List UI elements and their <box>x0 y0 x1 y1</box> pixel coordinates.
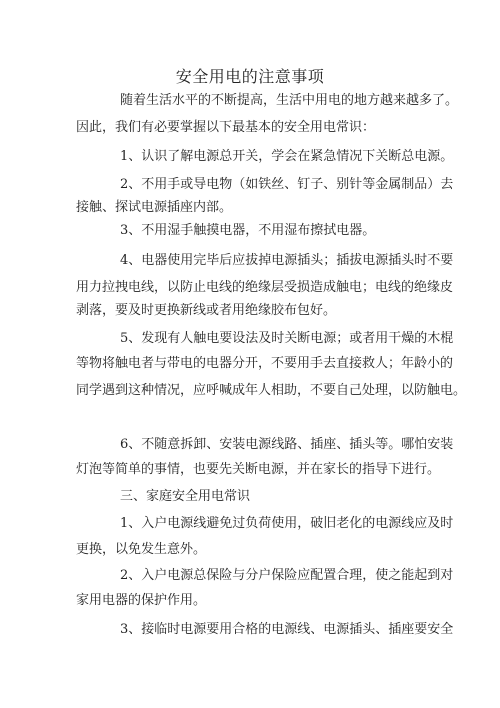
text-line: 随着生活水平的不断提高，生活中用电的地方越来越多了。 <box>120 93 459 108</box>
text-line: 1、入户电源线避免过负荷使用，破旧老化的电源线应及时 <box>120 516 454 531</box>
text-line: 用力拉拽电线，以防止电线的绝缘层受损造成触电；电线的绝缘皮 <box>76 280 454 295</box>
text-line: 2、不用手或导电物（如铁丝、钉子、别针等金属制品）去 <box>120 177 454 192</box>
document-title: 安全用电的注意事项 <box>175 67 325 86</box>
text-line: 3、接临时电源要用合格的电源线、电源插头、插座要安全 <box>120 622 454 637</box>
text-line: 3、不用湿手触摸电器，不用湿布擦拭电器。 <box>120 223 376 238</box>
text-line: 接触、探试电源插座内部。 <box>76 200 233 215</box>
text-line: 等物将触电者与带电的电器分开，不要用手去直接救人；年龄小的 <box>76 356 454 371</box>
text-line: 剥落，要及时更换新线或者用绝缘胶布包好。 <box>76 303 337 318</box>
text-line: 4、电器使用完毕后应拔掉电源插头；插拔电源插头时不要 <box>120 253 454 268</box>
text-line: 6、不随意拆卸、安装电源线路、插座、插头等。哪怕安装 <box>120 437 454 452</box>
text-line: 5、发现有人触电要设法及时关断电源；或者用干燥的木棍 <box>120 331 454 346</box>
text-line: 同学遇到这种情况，应呼喊成年人相助，不要自己处理，以防触电。 <box>76 383 467 398</box>
text-line: 2、入户电源总保险与分户保险应配置合理，使之能起到对 <box>120 568 454 583</box>
text-line: 1、认识了解电源总开关，学会在紧急情况下关断总电源。 <box>120 149 454 164</box>
section-heading: 三、家庭安全用电常识 <box>120 489 251 504</box>
text-line: 灯泡等简单的事情，也要先关断电源，并在家长的指导下进行。 <box>76 462 441 477</box>
text-line: 家用电器的保护作用。 <box>76 593 207 608</box>
text-line: 更换，以免发生意外。 <box>76 542 207 557</box>
text-line: 因此，我们有必要掌握以下最基本的安全用电常识： <box>76 120 376 135</box>
